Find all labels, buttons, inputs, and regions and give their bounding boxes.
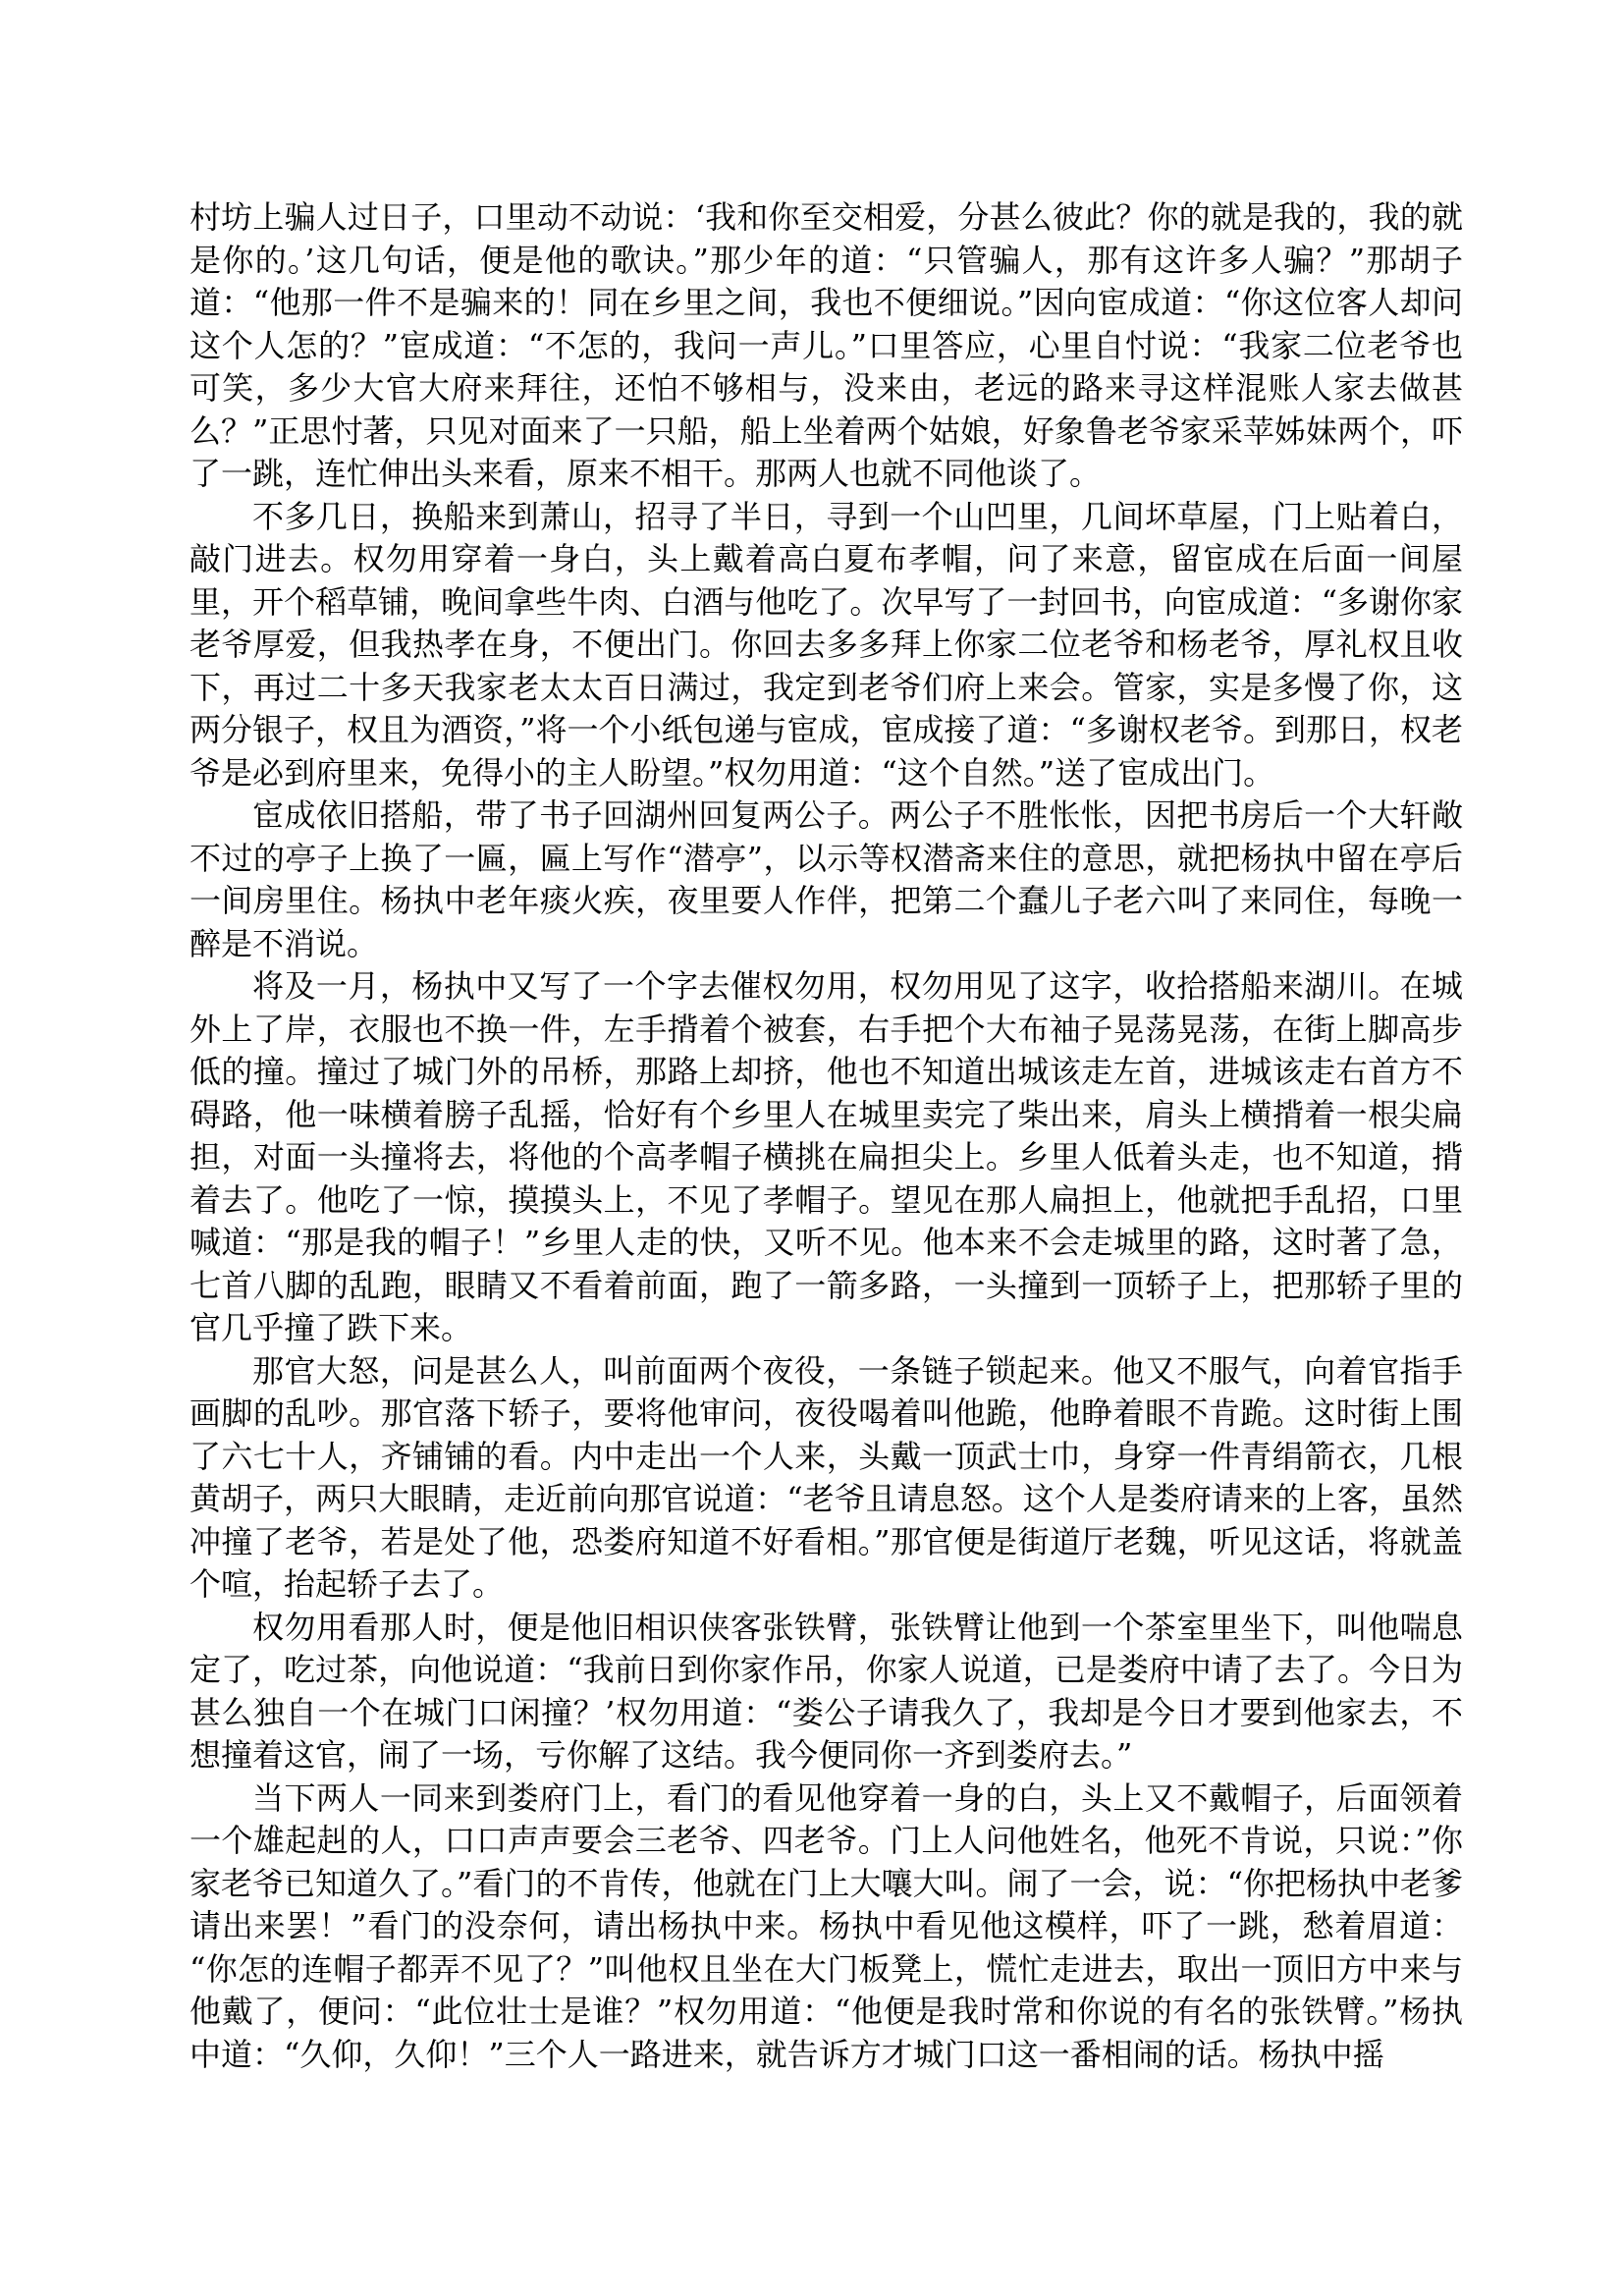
- paragraph: 当下两人一同来到娄府门上，看门的看见他穿着一身的白，头上又不戴帽子，后面领着一个雄起赳的人，口口声声要会三老爷、四老爷。门上人问他姓名，他死不肯说，只说：”你家老爷已知道久了。”看门的不肯传，他就在门上大嚷大叫。闹了一会，说：“你把杨执中老爹请出来罢！”看门的没奈何，请出杨执中来。杨执中看见他这模样，吓了一跳，愁着眉道：“你怎的连帽子都弄不见了？”叫他权且坐在大门板凳上，慌忙走进去，取出一顶旧方中来与他戴了，便问：“此位壮士是谁？”权勿用道：“他便是我时常和你说的有名的张铁臂。”杨执中道：“久仰，久仰！”三个人一路进来，就告诉方才城门口这一番相闹的话。杨执中摇: [189, 1778, 1463, 2073]
- paragraph-continuation: 村坊上骗人过日子，口里动不动说：‘我和你至交相爱，分甚么彼此？你的就是我的，我的就是你的。’这几句话，便是他的歌诀。”那少年的道：“只管骗人，那有这许多人骗？”那胡子道：“他那一件不是骗来的！同在乡里之间，我也不便细说。”因向宦成道：“你这位客人却问这个人怎的？”宦成道：“不怎的，我问一声儿。”口里答应，心里自忖说：“我家二位老爷也可笑，多少大官大府来拜往，还怕不够相与，没来由，老远的路来寻这样混账人家去做甚么？”正思忖著，只见对面来了一只船，船上坐着两个姑娘，好象鲁老爷家采苹姊妹两个，吓了一跳，连忙伸出头来看，原来不相干。那两人也就不同他谈了。: [189, 198, 1463, 492]
- paragraph: 将及一月，杨执中又写了一个字去催权勿用，权勿用见了这字，收拾搭船来湖川。在城外上了岸，衣服也不换一件，左手揹着个被套，右手把个大布袖子晃荡晃荡，在街上脚高步低的撞。撞过了城门外的吊桥，那路上却挤，他也不知道出城该走左首，进城该走右首方不碍路，他一味横着膀子乱摇，恰好有个乡里人在城里卖完了柴出来，肩头上横揹着一根尖扁担，对面一头撞将去，将他的个高孝帽子横挑在扁担尖上。乡里人低着头走，也不知道，揹着去了。他吃了一惊，摸摸头上，不见了孝帽子。望见在那人扁担上，他就把手乱招，口里喊道：“那是我的帽子！”乡里人走的快，又听不见。他本来不会走城里的路，这时著了急，七首八脚的乱跑，眼睛又不看着前面，跑了一箭多路，一头撞到一顶轿子上，把那轿子里的官几乎撞了跌下来。: [189, 967, 1463, 1346]
- paragraph: 权勿用看那人时，便是他旧相识侠客张铁臂，张铁臂让他到一个茶室里坐下，叫他喘息定了，吃过茶，向他说道：“我前日到你家作吊，你家人说道，已是娄府中请了去了。今日为甚么独自一个在城门口闲撞？’权勿用道：“娄公子请我久了，我却是今日才要到他家去，不想撞着这官，闹了一场，亏你解了这结。我今便同你一齐到娄府去。”: [189, 1608, 1463, 1774]
- paragraph: 不多几日，换船来到萧山，招寻了半日，寻到一个山凹里，几间坏草屋，门上贴着白，敲门进去。权勿用穿着一身白，头上戴着高白夏布孝帽，问了来意，留宦成在后面一间屋里，开个稻草铺，晚间拿些牛肉、白酒与他吃了。次早写了一封回书，向宦成道：“多谢你家老爷厚爱，但我热孝在身，不便出门。你回去多多拜上你家二位老爷和杨老爷，厚礼权且收下，再过二十多天我家老太太百日满过，我定到老爷们府上来会。管家，实是多慢了你，这两分银子，权且为酒资，”将一个小纸包递与宦成，宦成接了道：“多谢权老爷。到那日，权老爷是必到府里来，免得小的主人盼望。”权勿用道：“这个自然。”送了宦成出门。: [189, 497, 1463, 792]
- paragraph: 宦成依旧搭船，带了书子回湖州回复两公子。两公子不胜怅怅，因把书房后一个大轩敞不过的亭子上换了一匾，匾上写作“潜亭”，以示等权潜斋来住的意思，就把杨执中留在亭后一间房里住。杨执中老年痰火疾，夜里要人作伴，把第二个蠢儿子老六叫了来同住，每晚一醉是不消说。: [189, 796, 1463, 962]
- paragraph: 那官大怒，问是甚么人，叫前面两个夜役，一条链子锁起来。他又不服气，向着官指手画脚的乱吵。那官落下轿子，要将他审问，夜役喝着叫他跪，他睁着眼不肯跪。这时街上围了六七十人，齐铺铺的看。内中走出一个人来，头戴一顶武士巾，身穿一件青绢箭衣，几根黄胡子，两只大眼睛，走近前向那官说道：“老爷且请息怒。这个人是娄府请来的上客，虽然冲撞了老爷，若是处了他，恐娄府知道不好看相。”那官便是街道厅老魏，听见这话，将就盖个喧，抬起轿子去了。: [189, 1351, 1463, 1603]
